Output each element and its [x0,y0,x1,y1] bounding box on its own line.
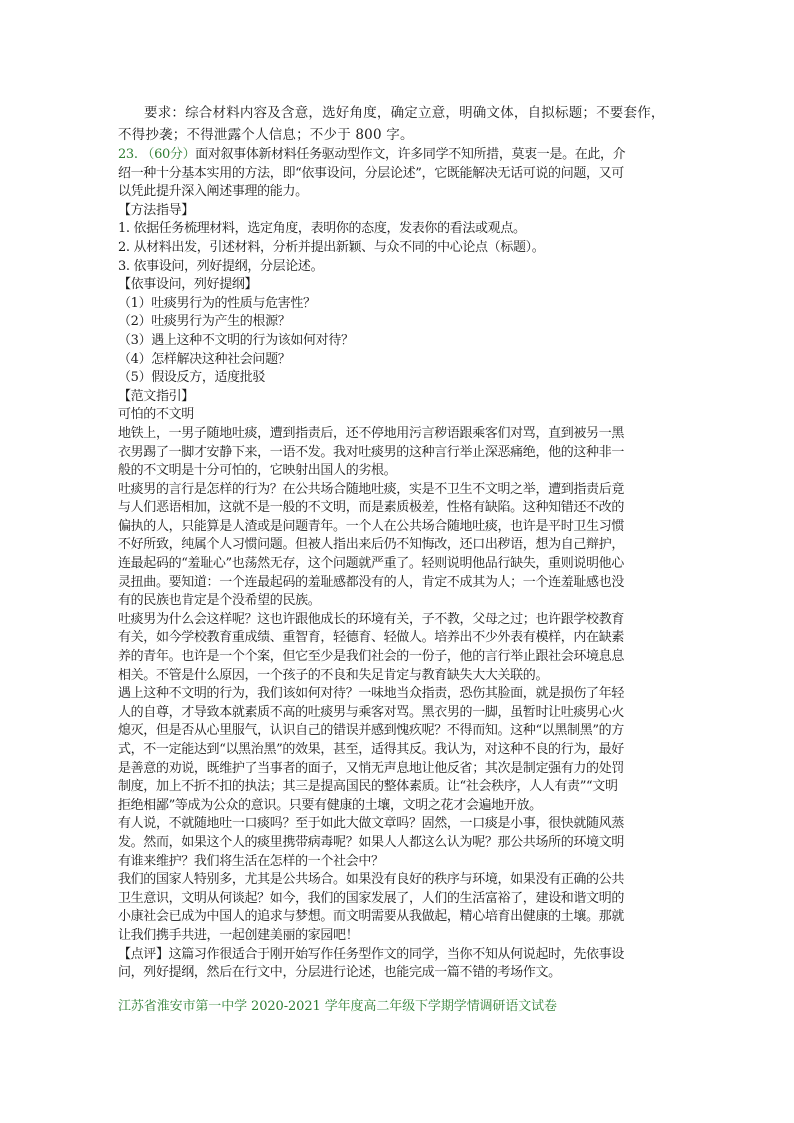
outline-item: （4）怎样解决这种社会问题？ [118,351,291,367]
essay-line: 让我们携手共进，一起创建美丽的家园吧！ [118,927,359,943]
outline-list [118,295,678,388]
essay-line: 熄灭，但是否从心里服气，认识自己的错误并感到愧疚呢？不得而知。这种“以黑制黑”的方 [118,723,624,739]
essay-line: 灵扭曲。要知道：一个连最起码的羞耻感都没有的人，肯定不成其为人；一个连羞耻感也没 [118,574,625,590]
essay-line: 人的自尊，才导致本就素质不高的吐痰男与乘客对骂。黑衣男的一脚，虽暂时让吐痰男心火 [118,704,625,720]
question-number: 23. [118,147,138,162]
essay-line: 我们的国家人特别多，尤其是公共场合。如果没有良好的秩序与环境，如果没有正确的公共 [118,872,625,888]
question-line-3: 以凭此提升深入阐述事理的能力。 [118,184,308,200]
comment-line-1 [118,946,678,965]
outline-item: （1）吐痰男行为的性质与危害性？ [118,295,316,311]
question-line-2: 绍一种十分基本实用的方法，即“依事设问，分层论述”，它既能解决无话可说的问题，又可 [118,165,624,181]
essay-line: 有关，如今学校教育重成绩、重智育，轻德育、轻做人。培养出不少外表有模样，内在缺素 [118,630,625,646]
essay-line: 拒绝相鄙”等成为公众的意识。只要有健康的土壤，文明之花才会遍地开放。 [118,797,542,813]
method-item: 3. 依事设问，列好提纲，分层论述。 [118,258,324,274]
method-item: 2. 从材料出发，引述材料，分析并提出新颖、与众不同的中心论点（标题）。 [118,239,545,255]
essay-line: 相关。不管是什么原因，一个孩子的不良和失足肯定与教育缺失大大关联的。 [118,667,549,683]
footer-source: 江苏省淮安市第一中学 2020-2021 学年度高二年级下学期学情调研语文试卷 [118,999,557,1014]
sample-header: 【范文指引】 [118,388,194,404]
method-item: 1. 依据任务梳理材料，选定角度，表明你的态度，发表你的看法或观点。 [118,221,526,237]
essay-line: 地铁上，一男子随地吐痰，遭到指责后，还不停地用污言秽语跟乘客们对骂，直到被另一黑 [118,425,625,441]
comment-line-2: 问，列好提纲，然后在行文中，分层进行论述，也能完成一篇不错的考场作文。 [118,965,561,981]
essay-line: 小康社会已成为中国人的追求与梦想。而文明需要从我做起，精心培育出健康的土壤。那就 [118,909,625,925]
essay-line: 吐痰男的言行是怎样的行为？在公共场合随地吐痰，实是不卫生不文明之举，遭到指责后竟 [118,481,625,497]
essay-line: 有谁来维护？我们将生活在怎样的一个社会中？ [118,853,384,869]
question-header [118,146,678,165]
method-header: 【方法指导】 [118,202,194,218]
essay-line: 般的不文明是十分可怕的，它映射出国人的劣根。 [118,463,397,479]
essay-line: 吐痰男为什么会这样呢？这也许跟他成长的环境有关，子不教，父母之过；也许跟学校教育 [118,611,625,627]
outline-item: （3）遇上这种不文明的行为该如何对待？ [118,332,354,348]
comment-header: 【点评】 [118,946,169,962]
essay-line: 偏执的人，只能算是人渣或是问题青年。一个人在公共场合随地吐痰，也许是平时卫生习惯 [118,518,625,534]
outline-item: （2）吐痰男行为产生的根源？ [118,314,291,330]
outline-header: 【依事设问，列好提纲】 [118,277,258,293]
essay-line: 衣男踢了一脚才安静下来，一语不发。我对吐痰男的这种言行举止深恶痛绝，他的这种非一 [118,444,625,460]
requirement-line-2: 不得抄袭；不得泄露个人信息；不少于 800 字。 [118,127,414,143]
requirement-line-1: 要求：综合材料内容及含意，选好角度，确定立意，明确文体，自拟标题；不要套作， [144,105,665,121]
outline-item: （5）假设反方，适度批驳 [118,370,266,386]
essay-line: 不好所致，纯属个人习惯问题。但被人指出来后仍不知悔改，还口出秽语，想为自己辩护， [118,537,625,553]
essay-line: 有人说，不就随地吐一口痰吗？至于如此大做文章吗？固然，一口痰是小事，很快就随风蒸 [118,816,625,832]
essay-line: 卫生意识，文明从何谈起？如今，我们的国家发展了，人们的生活富裕了，建设和谐文明的 [118,890,625,906]
question-line-1: 面对叙事体新材料任务驱动型作文，许多同学不知所措，莫衷一是。在此，介 [195,147,626,162]
document-body [118,100,678,983]
sample-essay [118,425,678,946]
essay-line: 连最起码的“羞耻心”也荡然无存，这个问题就严重了。轻则说明他品行缺失，重则说明他心 [118,556,624,572]
sample-title: 可怕的不文明 [118,407,194,423]
essay-line: 养的青年。也许是一个个案，但它至少是我们社会的一份子，他的言行举止跟社会环境息息 [118,649,625,665]
essay-line: 与人们恶语相加，这就不是一般的不文明，而是素质极差，性格有缺陷。这种知错还不改的 [118,500,625,516]
question-score: （60分） [141,147,196,162]
comment-text-1: 这篇习作很适合于刚开始写作任务型作文的同学，当你不知从何说起时，先依事设 [168,946,625,962]
essay-line: 是善意的劝说，既维护了当事者的面子，又悄无声息地让他反省；其次是制定强有力的处罚 [118,760,625,776]
method-list [118,220,678,276]
essay-line: 发。然而，如果这个人的痰里携带病毒呢？如果人人都这么认为呢？那公共场所的环境文明 [118,834,625,850]
essay-line: 式，不一定能达到“以黑治黑”的效果，甚至，适得其反。我认为，对这种不良的行为，最好 [118,742,624,757]
essay-line: 有的民族也肯定是个没希望的民族。 [118,593,321,609]
essay-line: 遇上这种不文明的行为，我们该如何对待？一味地当众指责，恐伤其脸面，就是损伤了年轻 [118,686,625,702]
essay-line: 制度，加上不折不扣的执法；其三是提高国民的整体素质。让“社会秩序，人人有责”“文明 [118,779,618,795]
